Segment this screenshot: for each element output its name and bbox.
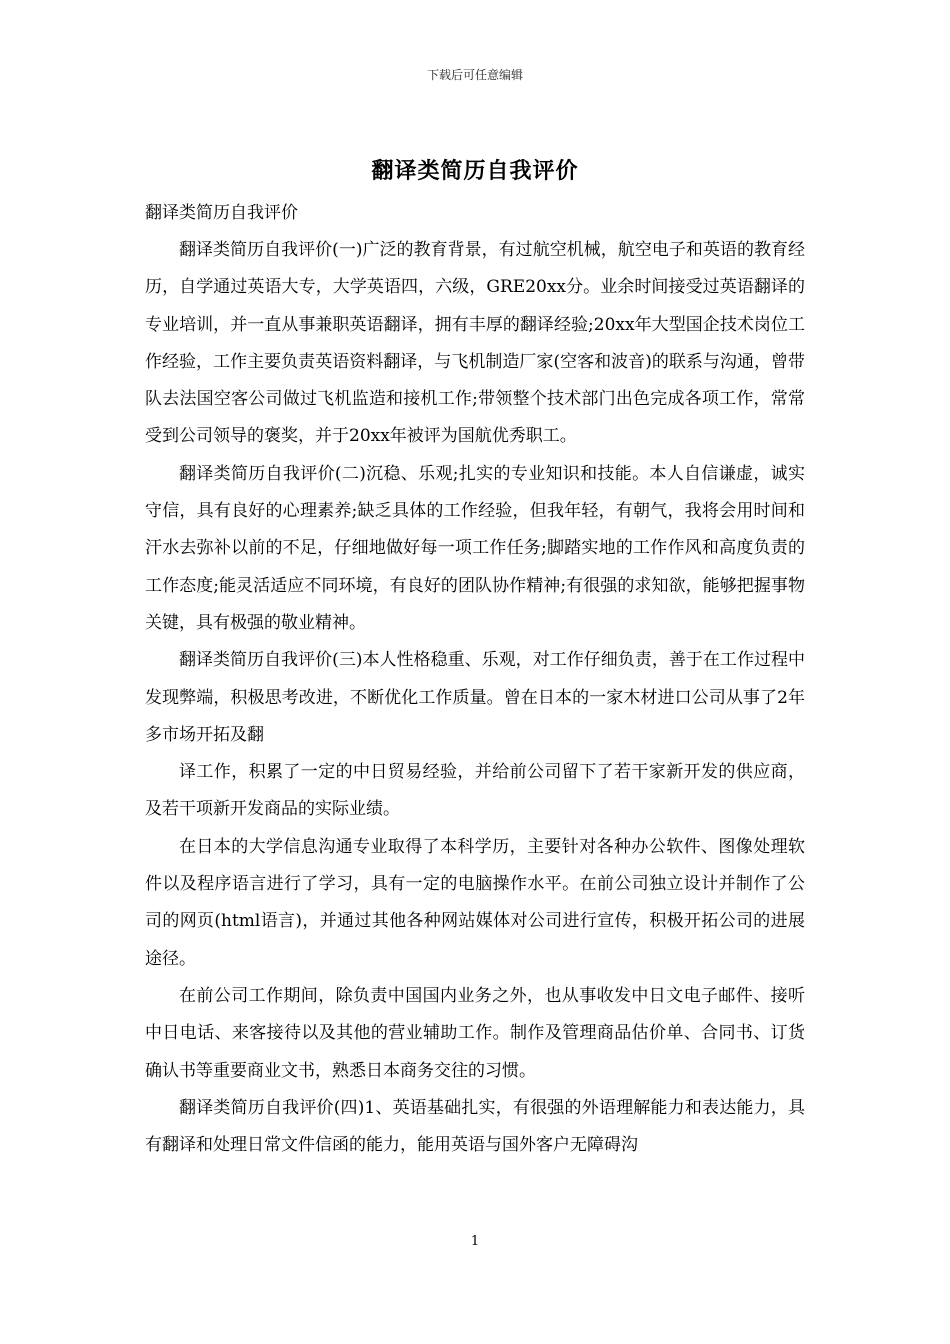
document-subtitle: 翻译类简历自我评价 — [145, 203, 298, 223]
paragraph: 翻译类简历自我评价(三)本人性格稳重、乐观，对工作仔细负责，善于在工作过程中发现弊端，积极思考改进，不断优化工作质量。曾在日本的一家木材进口公司从事了2年多市场开拓及翻 — [145, 650, 805, 745]
paragraph: 翻译类简历自我评价(一)广泛的教育背景，有过航空机械，航空电子和英语的教育经历，自学通过英语大专，大学英语四，六级，GRE20xx分。业余时间接受过英语翻译的专业培训，并一直从事兼职英语翻译，拥有丰厚的翻译经验;20xx年大型国企技术岗位工作经验，工作主要负责英语资料翻译，与飞机制造厂家(空客和波音)的联系与沟通，曾带队去法国空客公司做过飞机监造和接机工作;带领整个技术部门出色完成各项工作，常常受到公司领导的褒奖，并于20xx年被评为国航优秀职工。 — [145, 240, 805, 447]
paragraph: 翻译类简历自我评价(四)1、英语基础扎实，有很强的外语理解能力和表达能力，具有翻译和处理日常文件信函的能力，能用英语与国外客户无障碍沟 — [145, 1097, 805, 1156]
document-body — [145, 198, 805, 1164]
page-header: 下载后可任意编辑 — [426, 68, 523, 82]
document-title: 翻译类简历自我评价 — [371, 158, 579, 184]
paragraph: 在日本的大学信息沟通专业取得了本科学历，主要针对各种办公软件、图像处理软件以及程序语言进行了学习，具有一定的电脑操作水平。在前公司独立设计并制作了公司的网页(html语言)，并通过其他各种网站媒体对公司进行宣传，积极开拓公司的进展途径。 — [145, 836, 805, 969]
paragraph: 译工作，积累了一定的中日贸易经验，并给前公司留下了若干家新开发的供应商，及若干项新开发商品的实际业绩。 — [145, 762, 805, 820]
paragraph: 在前公司工作期间，除负责中国国内业务之外，也从事收发中日文电子邮件、接听中日电话、来客接待以及其他的营业辅助工作。制作及管理商品估价单、合同书、订货确认书等重要商业文书，熟悉日本商务交往的习惯。 — [145, 985, 805, 1081]
page-number: 1 — [470, 1234, 480, 1249]
paragraph: 翻译类简历自我评价(二)沉稳、乐观;扎实的专业知识和技能。本人自信谦虚，诚实守信，具有良好的心理素养;缺乏具体的工作经验，但我年轻，有朝气，我将会用时间和汗水去弥补以前的不足，仔细地做好每一项工作任务;脚踏实地的工作作风和高度负责的工作态度;能灵活适应不同环境，有良好的团队协作精神;有很强的求知欲，能够把握事物关键，具有极强的敬业精神。 — [145, 463, 805, 633]
